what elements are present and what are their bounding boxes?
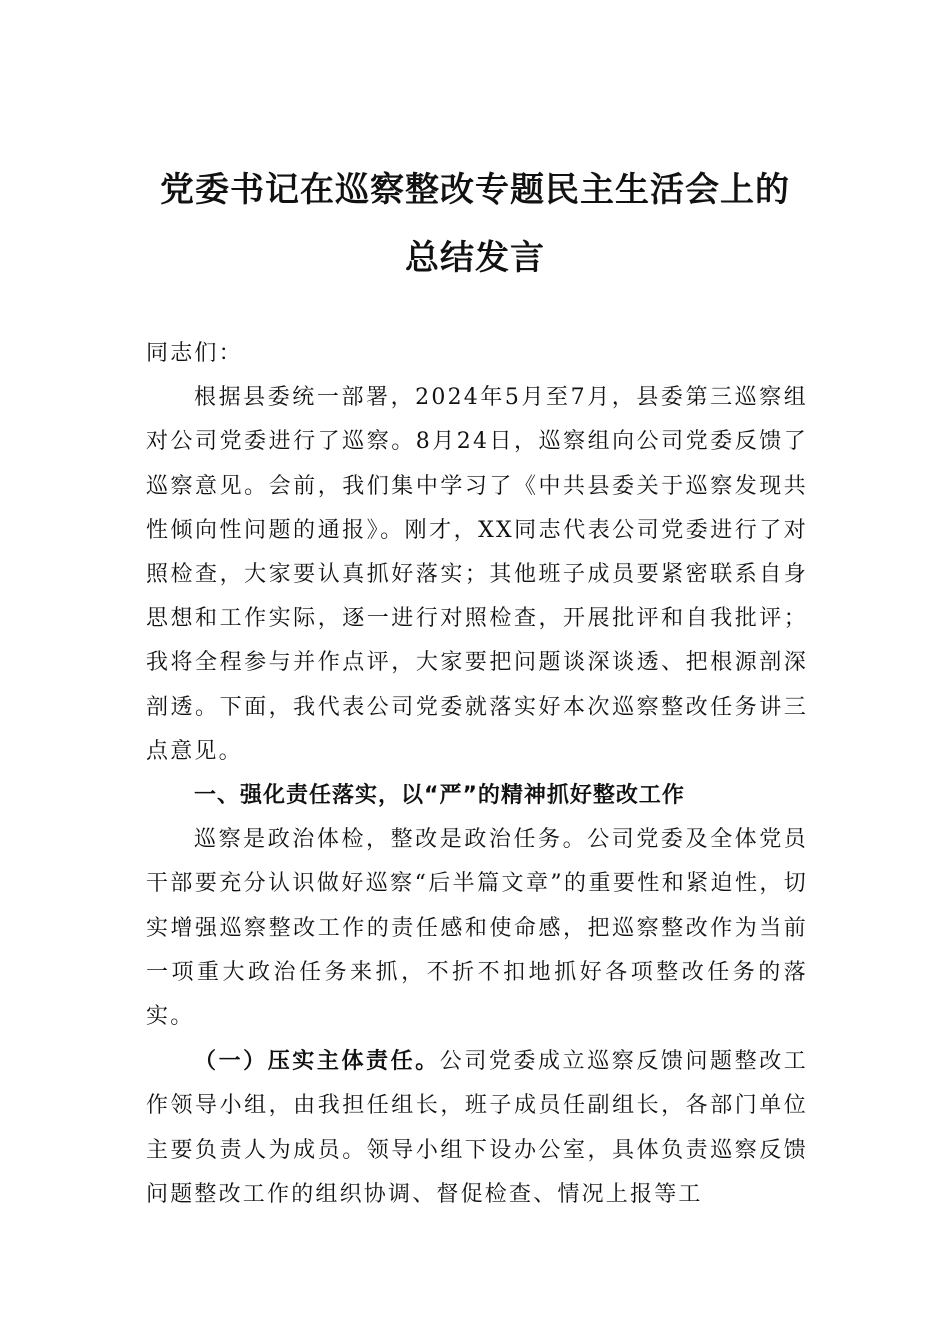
section-heading-1: 一、强化责任落实，以“严”的精神抓好整改工作: [194, 783, 685, 809]
paragraph-section-1: 巡察是政治体检，整改是政治任务。公司党委及全体党员干部要充分认识做好巡察“后半篇文章”的重要性和紧迫性，切实增强巡察整改工作的责任感和使命感，把巡察整改作为当前一项重大政治任务来抓，不折不扣地抓好各项整改任务的落实。: [146, 827, 808, 1030]
document-title-line-2: 总结发言: [405, 238, 545, 278]
document-title-line-1: 党委书记在巡察整改专题民主生活会上的: [160, 170, 790, 210]
subsection-body-1: 公司党委成立巡察反馈问题整改工作领导小组，由我担任组长，班子成员任副组长，各部门单位主要负责人为成员。领导小组下设办公室，具体负责巡察反馈问题整改工作的组织协调、督促检查、情况上报等工: [146, 1049, 808, 1207]
paragraph-subsection-1: [146, 1039, 808, 1217]
greeting: 同志们：: [146, 341, 243, 366]
document-body: [146, 332, 808, 1217]
paragraph-intro: 根据县委统一部署，2024年5月至7月，县委第三巡察组对公司党委进行了巡察。8月24日，巡察组向公司党委反馈了巡察意见。会前，我们集中学习了《中共县委关于巡察发现共性倾向性问题的通报》。刚才，XX同志代表公司党委进行了对照检查，大家要认真抓好落实；其他班子成员要紧密联系自身思想和工作实际，逐一进行对照检查，开展批评和自我批评；我将全程参与并作点评，大家要把问题谈深谈透、把根源剖深剖透。下面，我代表公司党委就落实好本次巡察整改任务讲三点意见。: [146, 385, 808, 764]
subsection-title-1: （一）压实主体责任。: [194, 1048, 440, 1075]
